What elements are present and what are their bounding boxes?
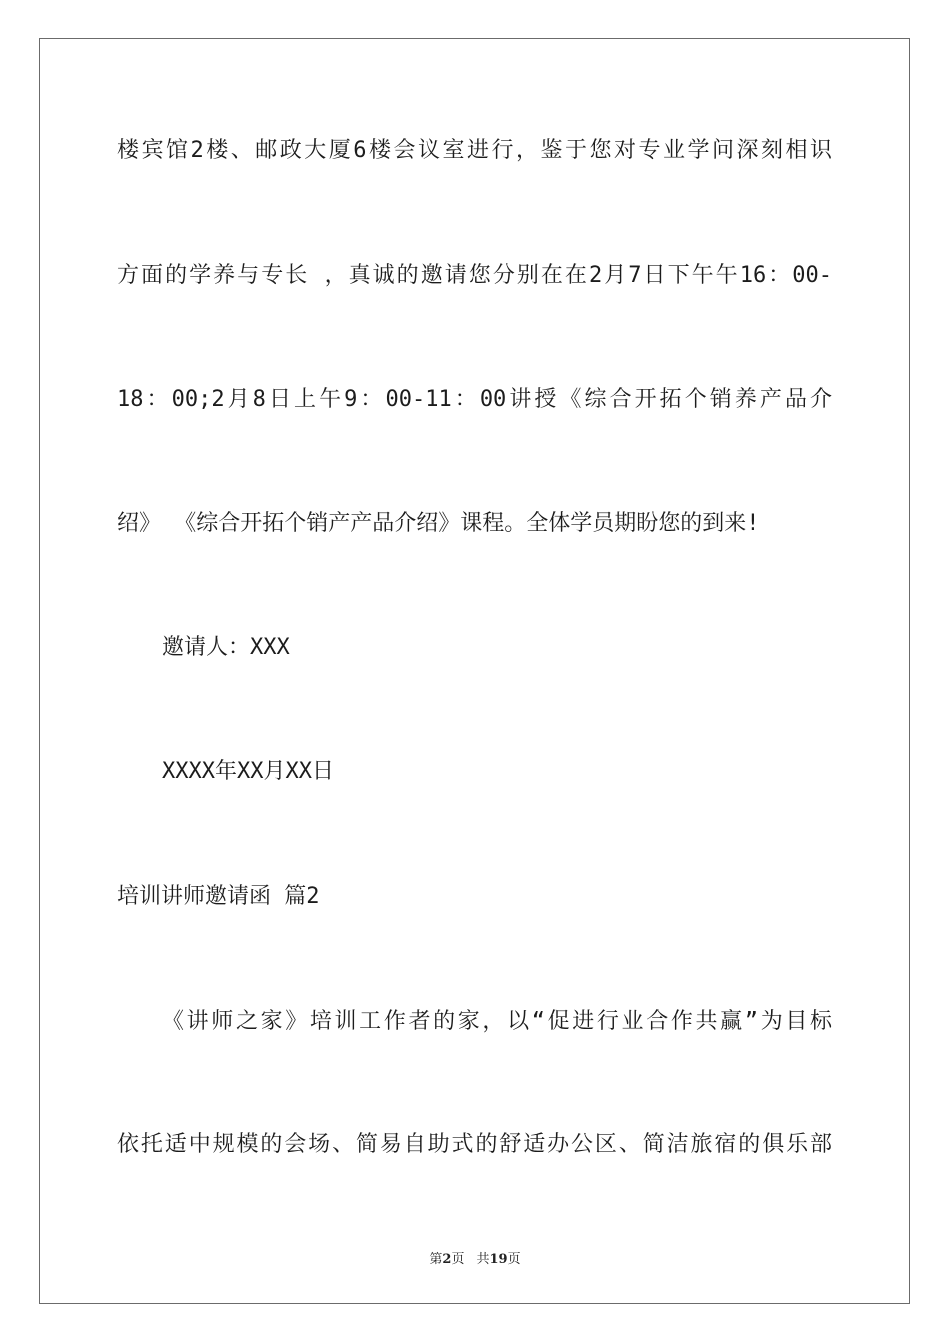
section-heading: 培训讲师邀请函 篇2 <box>117 884 320 909</box>
inviter-line: 邀请人：XXX <box>162 635 290 660</box>
date-line: XXXX年XX月XX日 <box>162 759 334 784</box>
footer-page-prefix: 第 <box>429 1252 443 1267</box>
body-line-9: 依托适中规模的会场、简易自助式的舒适办公区、简洁旅宿的俱乐部 <box>117 1132 832 1157</box>
page-border <box>39 38 910 1304</box>
page-footer <box>0 1248 950 1267</box>
footer-total-suffix: 页 <box>507 1252 521 1267</box>
footer-page-number: 2 <box>442 1252 452 1267</box>
body-line-8: 《讲师之家》培训工作者的家，以“促进行业合作共赢”为目标 <box>162 1009 832 1034</box>
body-line-3: 18：00;2月8日上午9：00-11：00讲授《综合开拓个销养产品介 <box>117 387 832 412</box>
footer-total-prefix: 共 <box>476 1252 490 1267</box>
footer-page-suffix: 页 <box>451 1252 465 1267</box>
body-line-2: 方面的学养与专长 ，真诚的邀请您分别在在2月7日下午午16：00- <box>117 263 832 288</box>
body-line-1: 楼宾馆2楼、邮政大厦6楼会议室进行，鉴于您对专业学问深刻相识 <box>117 138 832 163</box>
body-line-4: 绍》 《综合开拓个销产产品介绍》课程。全体学员期盼您的到来! <box>117 511 760 536</box>
footer-total-pages: 19 <box>489 1252 508 1267</box>
